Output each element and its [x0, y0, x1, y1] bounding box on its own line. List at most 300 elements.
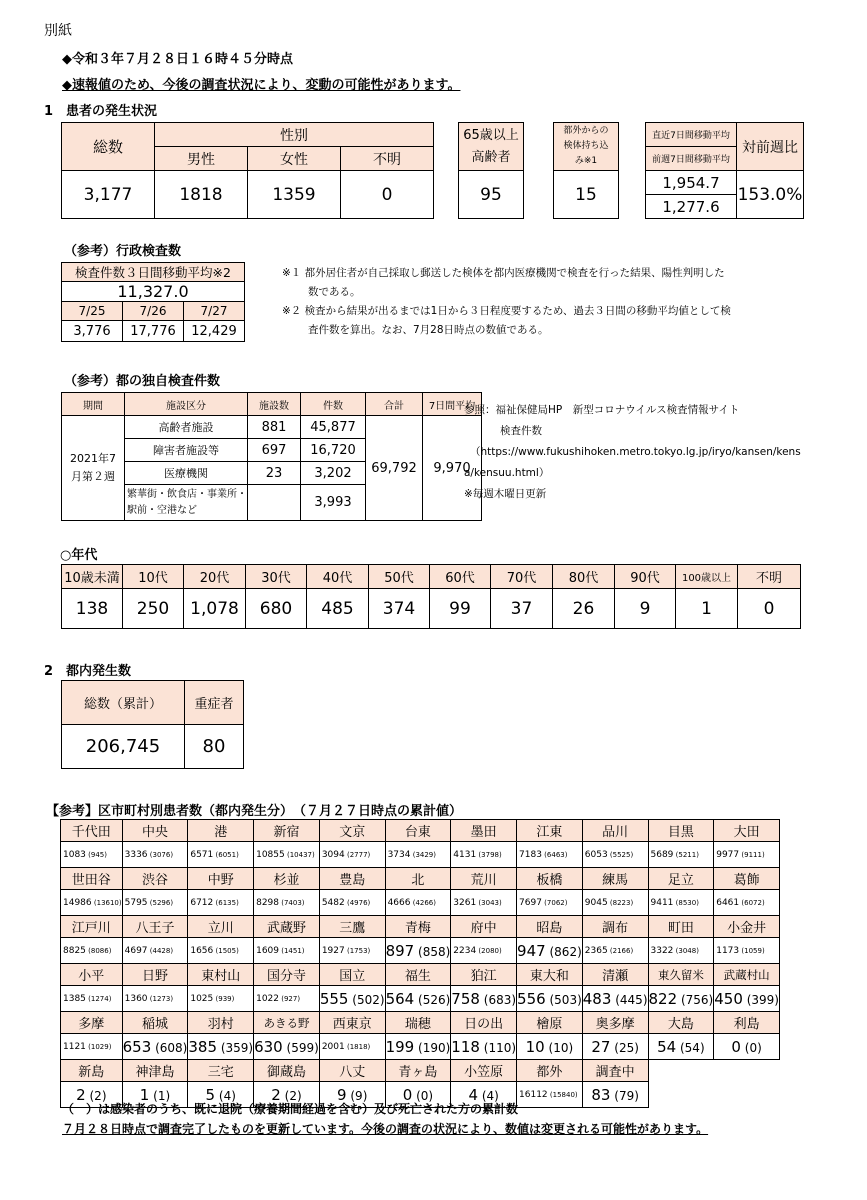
age-label: 50代 [369, 565, 430, 589]
paren-open: ( [541, 898, 547, 907]
city-recovered [608, 899, 634, 907]
outside-label-2: 検体持ち込 [563, 141, 609, 151]
city-name: 練馬 [582, 868, 648, 890]
city-recovered [542, 899, 568, 907]
city-name: 足立 [648, 868, 714, 890]
city-recovered [414, 1041, 450, 1055]
paren-close: ) [499, 946, 502, 955]
city-name: 福生 [385, 964, 451, 986]
cities-table [60, 819, 780, 1108]
paren-close: ) [564, 850, 568, 859]
city-count [582, 1082, 648, 1108]
ref-line2: 検査件数 [500, 425, 542, 437]
paren-close: ) [236, 850, 239, 859]
city-name: 東村山 [188, 964, 254, 986]
paren-open: ( [479, 992, 489, 1007]
paren-open: ( [476, 898, 482, 907]
city-name: 清瀬 [582, 964, 648, 986]
city-recovered [345, 851, 371, 859]
city-cases: 1609 [256, 945, 279, 956]
cities-update-note-text: ７月２８日時点で調査完了したものを更新しています。今後の調査の状況により、数値は変更される可能性があります。 [62, 1122, 709, 1136]
city-name: 東大和 [517, 964, 583, 986]
section2-title: 2 都内発生数 [44, 664, 132, 679]
city-recovered-value: 8086 [90, 946, 109, 955]
age-label: 30代 [246, 565, 307, 589]
paren-close: ) [170, 850, 174, 859]
city-cases: 6571 [190, 849, 214, 860]
age-label: 40代 [307, 565, 369, 589]
city-recovered [213, 995, 234, 1003]
city-recovered-value: 8530 [678, 898, 697, 907]
paren-close: ) [699, 1040, 705, 1055]
city-cases: 1927 [321, 945, 345, 956]
city-count [517, 842, 583, 868]
paren-open: ( [147, 946, 153, 955]
city-recovered [741, 1041, 762, 1055]
city-count [61, 938, 123, 964]
paren-close: ) [761, 946, 765, 955]
city-count [648, 938, 714, 964]
own-category-line1: 繁華街・飲食店・事業所・ [127, 488, 247, 500]
paren-open: ( [344, 850, 350, 859]
city-recovered [414, 993, 450, 1007]
paren-close: ) [511, 992, 517, 1007]
own-period-2: 月第２週 [71, 470, 115, 483]
paren-open: ( [414, 992, 423, 1007]
city-count [61, 1034, 123, 1060]
city-count [319, 938, 385, 964]
city-cases: 2 [271, 1085, 281, 1104]
paren-close: ) [367, 850, 371, 859]
city-name: 世田谷 [61, 868, 123, 890]
city-count [451, 986, 517, 1012]
patients-table [61, 122, 434, 219]
city-count [451, 1034, 517, 1060]
paren-open: ( [739, 946, 745, 955]
city-recovered-value: 1505 [218, 946, 237, 955]
city-count [122, 890, 188, 916]
paren-close: ) [433, 850, 436, 859]
city-count [254, 986, 320, 1012]
own-tests-title: （参考）都の独自検査件数 [64, 374, 221, 389]
city-recovered [217, 1041, 253, 1055]
city-cases: 564 [385, 989, 415, 1008]
paren-close: ) [236, 946, 239, 955]
city-count [451, 890, 517, 916]
tokyo-total-table [61, 680, 244, 769]
paren-open: ( [545, 944, 555, 959]
paren-close: ) [311, 850, 315, 859]
city-recovered [739, 851, 765, 859]
city-name: 檜原 [517, 1012, 583, 1034]
city-name: 千代田 [61, 820, 123, 842]
city-name: 江戸川 [61, 916, 123, 938]
city-count [714, 1034, 780, 1060]
city-count [61, 890, 123, 916]
paren-close: ) [297, 994, 301, 1003]
city-count [582, 938, 648, 964]
city-cases: 1385 [63, 993, 86, 1004]
city-recovered [476, 899, 502, 907]
city-cases: 14986 [63, 897, 92, 908]
paren-close: ) [630, 898, 634, 907]
city-recovered-value: 2166 [612, 946, 631, 955]
outside-label [554, 123, 619, 171]
paren-close: ) [630, 850, 634, 859]
city-cases: 4131 [453, 849, 477, 860]
city-cases: 947 [517, 941, 546, 960]
elderly-label-1: 65歳以上 [463, 127, 519, 143]
paren-close: ) [428, 1088, 434, 1103]
city-name: 大田 [714, 820, 780, 842]
city-name: 渋谷 [122, 868, 188, 890]
city-name: 港 [188, 820, 254, 842]
paren-open: ( [149, 1088, 158, 1103]
city-recovered-value: 15840 [552, 1090, 575, 1099]
city-recovered-value: 13610 [96, 898, 119, 907]
city-recovered [345, 1043, 371, 1051]
city-recovered-value: 6463 [546, 850, 565, 859]
city-recovered-value: 2 [94, 1088, 102, 1103]
city-cases: 3261 [453, 897, 477, 908]
outside-label-1: 都外からの [563, 126, 609, 136]
city-recovered [148, 947, 174, 955]
own-header-category: 施設区分 [125, 393, 248, 416]
city-cases: 2001 [321, 1041, 345, 1052]
city-cases: 7697 [519, 897, 542, 908]
city-name: 荒川 [451, 868, 517, 890]
admin-value: 3,776 [62, 321, 123, 342]
city-count [582, 1034, 648, 1060]
city-cases: 630 [254, 1037, 283, 1056]
city-name: 町田 [648, 916, 714, 938]
own-category: 高齢者施設 [125, 416, 248, 439]
age-value: 37 [491, 589, 553, 629]
admin-avg-value: 11,327.0 [62, 282, 245, 302]
footnotes [282, 264, 731, 340]
female-label: 女性 [248, 147, 341, 171]
city-name: 瑞穂 [385, 1012, 451, 1034]
city-recovered-value: 6135 [218, 898, 237, 907]
city-recovered [148, 899, 174, 907]
city-recovered [677, 993, 713, 1007]
city-recovered [743, 993, 779, 1007]
paren-close: ) [445, 1040, 451, 1055]
city-recovered [673, 947, 699, 955]
female-value: 1359 [248, 171, 341, 219]
paren-close: ) [499, 850, 502, 859]
age-value: 485 [307, 589, 369, 629]
severe-value: 80 [185, 725, 244, 769]
city-cases: 0 [402, 1085, 413, 1104]
paren-close: ) [301, 898, 305, 907]
city-recovered [739, 899, 765, 907]
city-count [714, 938, 780, 964]
city-cases: 5 [205, 1085, 216, 1104]
city-name: 新島 [61, 1060, 123, 1082]
city-cases: 5795 [124, 897, 148, 908]
age-value: 680 [246, 589, 307, 629]
note2-line2: 査件数を算出。なお、7月28日時点の数値である。 [308, 324, 549, 336]
city-count [648, 986, 714, 1012]
city-cases: 4666 [387, 897, 411, 908]
age-title: ○年代 [60, 548, 98, 563]
city-name: 調布 [582, 916, 648, 938]
city-cases: 1656 [190, 945, 214, 956]
admin-value: 12,429 [184, 321, 245, 342]
city-recovered [92, 899, 122, 907]
paren-open: ( [478, 1088, 487, 1103]
city-cases: 1025 [190, 993, 214, 1004]
city-name: 多摩 [61, 1012, 123, 1034]
city-recovered [546, 945, 582, 959]
city-recovered-value: 110 [488, 1040, 512, 1055]
city-count [319, 890, 385, 916]
city-recovered [148, 851, 174, 859]
city-recovered [673, 899, 699, 907]
paren-close: ) [367, 1042, 371, 1051]
paren-close: ) [182, 1040, 188, 1055]
city-count [61, 842, 123, 868]
city-recovered [548, 1091, 578, 1099]
paren-open: ( [740, 1040, 750, 1055]
ref-update-note: ※毎週木曜日更新 [464, 488, 547, 500]
paren-open: ( [282, 1040, 292, 1055]
city-cases: 54 [657, 1037, 677, 1056]
age-label: 20代 [184, 565, 246, 589]
city-recovered-value: 2080 [481, 946, 499, 955]
city-name: 小笠原 [451, 1060, 517, 1082]
paren-open: ( [284, 850, 290, 859]
city-recovered [546, 993, 582, 1007]
city-count [254, 890, 320, 916]
city-recovered-value: 4428 [152, 946, 171, 955]
city-recovered-value: 945 [90, 850, 105, 859]
notice-text: ◆速報値のため、今後の調査状況により、変動の可能性があります。 [62, 78, 461, 93]
paren-open: ( [147, 898, 153, 907]
age-table [61, 564, 801, 629]
cumulative-total-label: 総数（累計） [62, 681, 185, 725]
age-value: 374 [369, 589, 430, 629]
city-count [188, 890, 254, 916]
age-value: 1,078 [184, 589, 246, 629]
city-cases: 27 [591, 1037, 611, 1056]
paren-close: ) [108, 1042, 112, 1051]
own-header-period: 期間 [62, 393, 125, 416]
city-name: 府中 [451, 916, 517, 938]
city-recovered-value: 3429 [415, 850, 434, 859]
paren-open: ( [280, 1088, 290, 1103]
city-recovered-value: 1 [157, 1088, 166, 1103]
age-value: 99 [430, 589, 491, 629]
paren-close: ) [314, 1040, 319, 1055]
city-cases: 2234 [453, 945, 477, 956]
paren-close: ) [696, 898, 699, 907]
city-recovered-value: 5525 [612, 850, 631, 859]
city-count [61, 986, 123, 1012]
city-cases: 2 [76, 1085, 86, 1104]
paren-open: ( [545, 992, 555, 1007]
paren-open: ( [677, 992, 686, 1007]
city-cases: 3336 [124, 849, 148, 860]
city-recovered-value: 4 [223, 1088, 232, 1103]
total-label: 総数 [62, 123, 155, 171]
city-recovered-value: 3798 [481, 850, 499, 859]
note2-line1: ※２ 検査から結果が出るまでは1日から３日程度要するため、過去３日間の移動平均値として検 [282, 305, 731, 317]
city-recovered-value: 939 [218, 994, 232, 1003]
city-recovered-value: 1753 [349, 946, 368, 955]
paren-open: ( [610, 1040, 619, 1055]
paren-open: ( [85, 1042, 91, 1051]
paren-close: ) [696, 850, 699, 859]
city-cases: 8298 [256, 897, 279, 908]
city-count [254, 842, 320, 868]
paren-close: ) [236, 898, 239, 907]
age-value: 26 [553, 589, 615, 629]
city-name: 三鷹 [319, 916, 385, 938]
own-header-facilities: 施設数 [248, 393, 301, 416]
city-recovered-value: 756 [685, 992, 709, 1007]
city-recovered [608, 947, 634, 955]
paren-open: ( [279, 994, 284, 1003]
city-name: 狛江 [451, 964, 517, 986]
own-count: 3,202 [301, 462, 366, 485]
city-recovered-value: 1818 [349, 1042, 368, 1051]
city-recovered-value: 3048 [678, 946, 697, 955]
city-name: 東久留米 [648, 964, 714, 986]
severe-label: 重症者 [185, 681, 244, 725]
city-count [188, 1034, 254, 1060]
paren-open: ( [476, 850, 482, 859]
city-recovered [480, 1041, 516, 1055]
city-recovered-value: 3076 [152, 850, 171, 859]
city-recovered-value: 862 [554, 944, 578, 959]
paren-open: ( [607, 898, 613, 907]
total-value: 3,177 [62, 171, 155, 219]
city-name: 台東 [385, 820, 451, 842]
own-facilities: 881 [248, 416, 301, 439]
city-cases: 1083 [63, 849, 86, 860]
paren-open: ( [607, 946, 613, 955]
city-name: 中野 [188, 868, 254, 890]
own-avg7: 9,970 [423, 416, 482, 521]
city-recovered-value: 1029 [90, 1042, 109, 1051]
paren-open: ( [348, 992, 357, 1007]
age-label: 60代 [430, 565, 491, 589]
city-recovered-value: 3043 [481, 898, 499, 907]
city-count [582, 842, 648, 868]
paren-close: ) [301, 946, 305, 955]
paren-close: ) [445, 944, 451, 959]
city-recovered-value: 0 [420, 1088, 429, 1103]
city-name: 葛飾 [714, 868, 780, 890]
city-recovered [608, 851, 634, 859]
city-cases: 4697 [124, 945, 148, 956]
elderly-label [459, 123, 524, 171]
prev7-value: 1,277.6 [646, 195, 737, 219]
city-count [385, 842, 451, 868]
city-count [254, 938, 320, 964]
city-recovered-value: 683 [488, 992, 512, 1007]
city-recovered [151, 1041, 187, 1055]
city-cases: 556 [517, 989, 546, 1008]
paren-open: ( [279, 946, 284, 955]
city-cases: 9 [337, 1085, 347, 1104]
city-recovered-value: 5211 [678, 850, 697, 859]
city-recovered-value: 0 [749, 1040, 758, 1055]
city-cases: 897 [385, 941, 415, 960]
city-count [714, 842, 780, 868]
city-recovered-value: 599 [291, 1040, 315, 1055]
paren-open: ( [346, 1088, 356, 1103]
city-recovered [348, 993, 384, 1007]
city-cases: 8825 [63, 945, 86, 956]
city-recovered [86, 947, 112, 955]
city-recovered [410, 851, 436, 859]
paren-close: ) [757, 1040, 762, 1055]
paren-open: ( [479, 1040, 489, 1055]
city-name: 板橋 [517, 868, 583, 890]
paren-close: ) [170, 898, 174, 907]
paren-open: ( [414, 944, 423, 959]
paren-close: ) [231, 994, 235, 1003]
age-label: 90代 [615, 565, 676, 589]
city-name: あきる野 [254, 1012, 320, 1034]
city-recovered-value: 4 [486, 1088, 495, 1103]
city-recovered [279, 947, 305, 955]
paren-close: ) [231, 1088, 236, 1103]
city-name: 調査中 [582, 1060, 648, 1082]
city-name: 西東京 [319, 1012, 385, 1034]
city-recovered-value: 10 [553, 1040, 569, 1055]
paren-open: ( [151, 1040, 160, 1055]
city-cases: 385 [188, 1037, 217, 1056]
moving-avg-table [645, 122, 804, 219]
city-count [122, 938, 188, 964]
timestamp: ◆令和３年７月２８日１６時４５分時点 [62, 52, 293, 67]
admin-avg-label: 検査件数３日間移動平均※2 [62, 263, 245, 282]
city-name: 小平 [61, 964, 123, 986]
city-recovered-value: 1451 [283, 946, 302, 955]
city-recovered [673, 851, 699, 859]
city-count [582, 890, 648, 916]
city-count [188, 842, 254, 868]
paren-open: ( [213, 994, 219, 1003]
paren-close: ) [499, 898, 502, 907]
paren-open: ( [213, 850, 219, 859]
paren-open: ( [85, 850, 91, 859]
city-cases: 555 [319, 989, 349, 1008]
paren-open: ( [344, 946, 350, 955]
admin-date: 7/27 [184, 302, 245, 321]
note1-line1: ※１ 都外居住者が自己採取し郵送した検体を都内医療機関で検査を行った結果、陽性判明した [282, 267, 725, 279]
admin-tests-table [61, 262, 245, 342]
city-cases: 9977 [716, 849, 740, 860]
city-name: 昭島 [517, 916, 583, 938]
own-tests-table [61, 392, 482, 521]
city-count [188, 938, 254, 964]
elderly-label-2: 高齢者 [471, 149, 511, 165]
paren-close: ) [101, 1088, 107, 1103]
elderly-value: 95 [459, 171, 524, 219]
city-cases: 0 [731, 1037, 741, 1056]
city-count [385, 938, 451, 964]
city-count [319, 986, 385, 1012]
city-recovered [345, 899, 371, 907]
paren-close: ) [564, 898, 568, 907]
city-count [517, 986, 583, 1012]
city-cases: 6461 [716, 897, 740, 908]
